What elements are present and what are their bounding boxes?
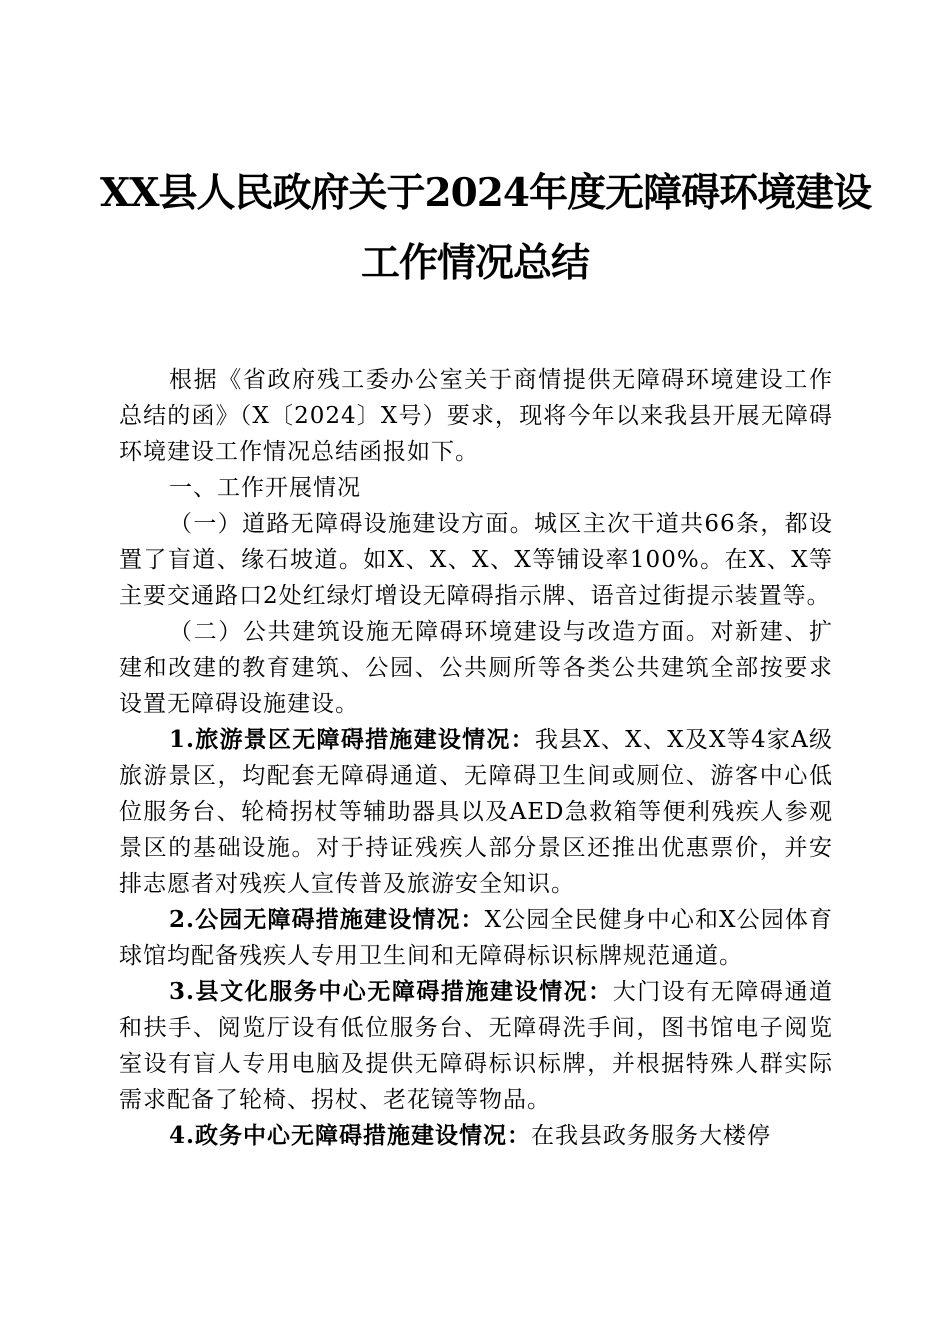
item-tourism — [119, 722, 833, 902]
item-culture-center-label: 3.县文化服务中心无障碍措施建设情况： — [169, 978, 613, 1005]
paragraph-roads: （一）道路无障碍设施建设方面。城区主次干道共66条，都设置了盲道、缘石坡道。如X、X、X、X等铺设率100%。在X、X等主要交通路口2处红绿灯增设无障碍指示牌、语音过街提示装置等。 — [119, 511, 833, 609]
item-park-text: X公园全民健身中心和X公园体育球馆均配备残疾人专用卫生间和无障碍标识标牌规范通道。 — [119, 907, 834, 969]
item-government-center-text: 在我县政务服务大楼停 — [531, 1123, 772, 1149]
item-park — [119, 902, 833, 974]
item-government-center-label: 4.政务中心无障碍措施建设情况： — [169, 1122, 532, 1149]
item-tourism-text: 我县X、X、X及X等4家A级旅游景区，均配套无障碍通道、无障碍卫生间或厕位、游客中心低位服务台、轮椅拐杖等辅助器具以及AED急救箱等便利残疾人参观景区的基础设施。对于持证残疾人部分景区还推出优惠票价，并安排志愿者对残疾人宣传普及旅游安全知识。 — [119, 727, 833, 897]
item-culture-center — [119, 974, 833, 1118]
item-park-label: 2.公园无障碍措施建设情况： — [169, 906, 485, 933]
document-title-line1: XX县人民政府关于2024年度无障碍环境建设 — [100, 170, 872, 216]
item-government-center — [119, 1118, 833, 1154]
section1-heading: 一、工作开展情况 — [169, 475, 361, 501]
document-title-line2: 工作情况总结 — [360, 240, 589, 286]
item-tourism-label: 1.旅游景区无障碍措施建设情况： — [169, 726, 535, 753]
document-body — [119, 362, 833, 1154]
intro-paragraph: 根据《省政府残工委办公室关于商情提供无障碍环境建设工作总结的函》（X〔2024〕X号）要求，现将今年以来我县开展无障碍环境建设工作情况总结函报如下。 — [119, 367, 833, 465]
paragraph-public-buildings: （二）公共建筑设施无障碍环境建设与改造方面。对新建、扩建和改建的教育建筑、公园、公共厕所等各类公共建筑全部按要求设置无障碍设施建设。 — [119, 619, 833, 717]
item-culture-center-text: 大门设有无障碍通道和扶手、阅览厅设有低位服务台、无障碍洗手间，图书馆电子阅览室设有盲人专用电脑及提供无障碍标识标牌，并根据特殊人群实际需求配备了轮椅、拐杖、老花镜等物品。 — [119, 979, 834, 1113]
